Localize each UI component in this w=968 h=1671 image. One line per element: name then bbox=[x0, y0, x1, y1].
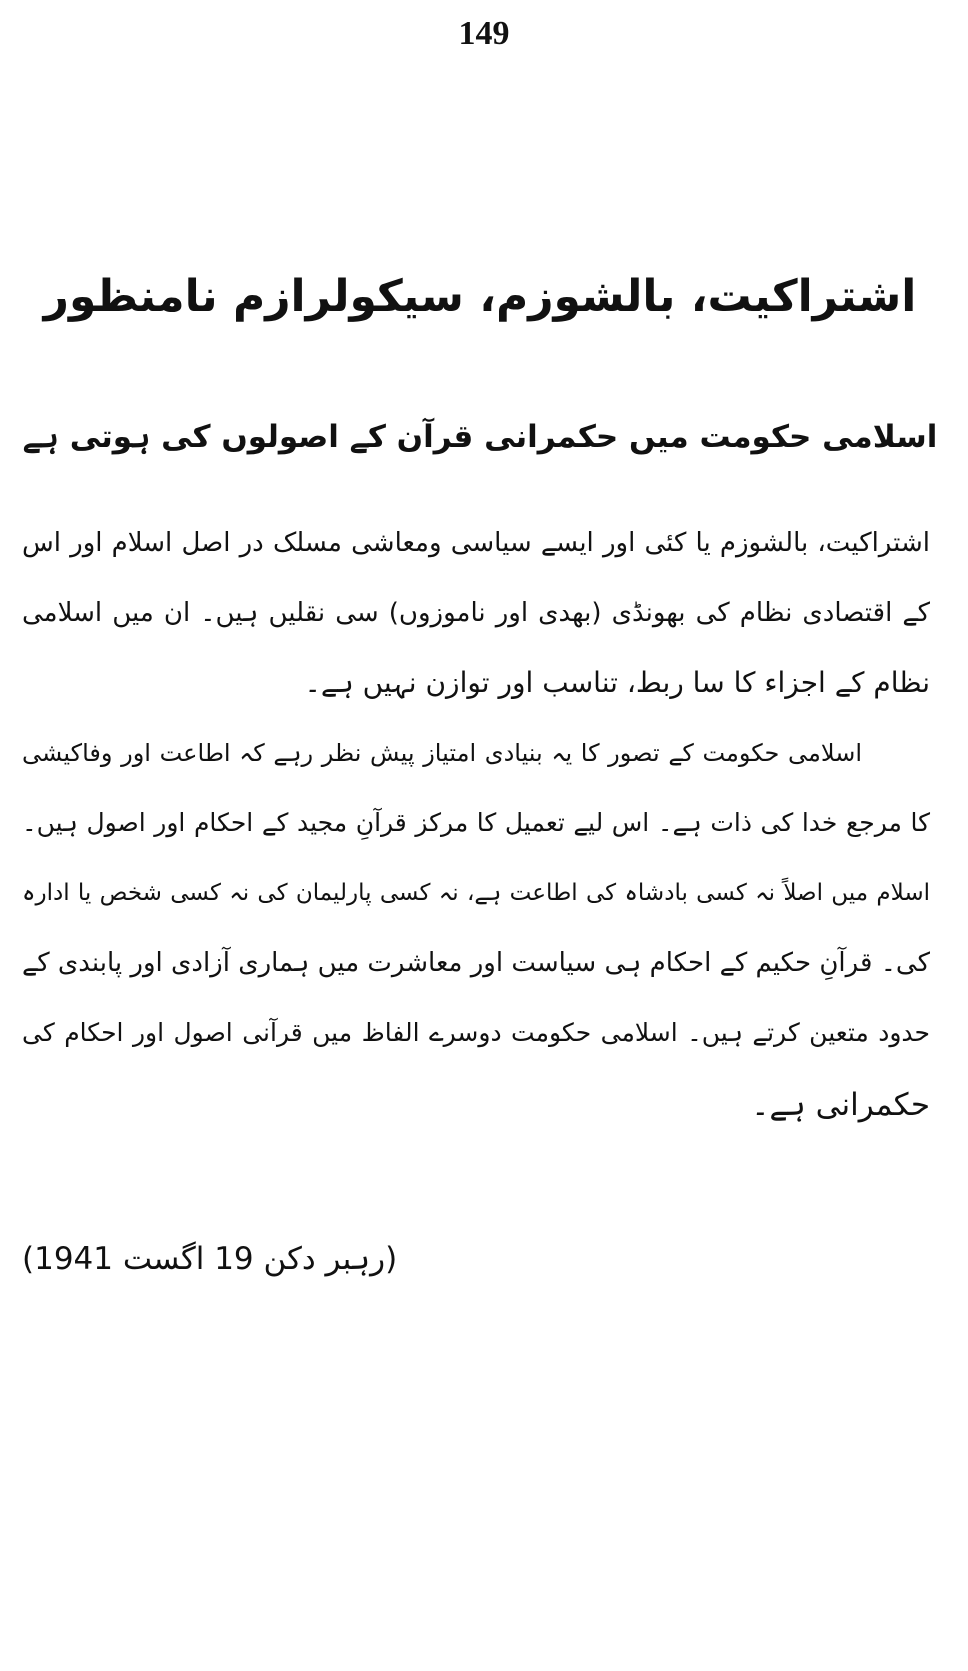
paragraph-line: اشتراکیت، بالشوزم یا کئی اور ایسے سیاسی ومعاشی مسلک در اصل اسلام اور اس bbox=[22, 528, 930, 558]
page-number: 149 bbox=[458, 15, 510, 52]
paragraph-line: حکمرانی ہے۔ bbox=[751, 1087, 930, 1123]
paragraph-line: حدود متعین کرتے ہیں۔ اسلامی حکومت دوسرے الفاظ میں قرآنی اصول اور احکام کی bbox=[22, 1018, 930, 1047]
paragraph-line: کی۔ قرآنِ حکیم کے احکام ہی سیاست اور معاشرت میں ہماری آزادی اور پابندی کے bbox=[22, 948, 930, 978]
paragraph-line: کے اقتصادی نظام کی بھونڈی (بھدی اور ناموزوں) سی نقلیں ہیں۔ ان میں اسلامی bbox=[22, 598, 930, 628]
paragraph-line: نظام کے اجزاء کا سا ربط، تناسب اور توازن نہیں ہے۔ bbox=[304, 666, 930, 699]
paragraph-line: اسلام میں اصلاً نہ کسی بادشاہ کی اطاعت ہے، نہ کسی پارلیمان کی نہ کسی شخص یا ادارہ bbox=[22, 880, 930, 906]
main-heading: اشتراکیت، بالشوزم، سیکولرازم نامنظور bbox=[43, 271, 917, 322]
paragraph-line: اسلامی حکومت کے تصور کا یہ بنیادی امتیاز پیش نظر رہے کہ اطاعت اور وفاکیشی bbox=[22, 739, 862, 767]
sub-heading: اسلامی حکومت میں حکمرانی قرآن کے اصولوں کی ہوتی ہے bbox=[22, 419, 938, 455]
source-dateline: (رہبر دکن 19 اگست 1941) bbox=[22, 1241, 398, 1277]
paragraph-line: کا مرجع خدا کی ذات ہے۔ اس لیے تعمیل کا مرکز قرآنِ مجید کے احکام اور اصول ہیں۔ bbox=[22, 808, 930, 837]
